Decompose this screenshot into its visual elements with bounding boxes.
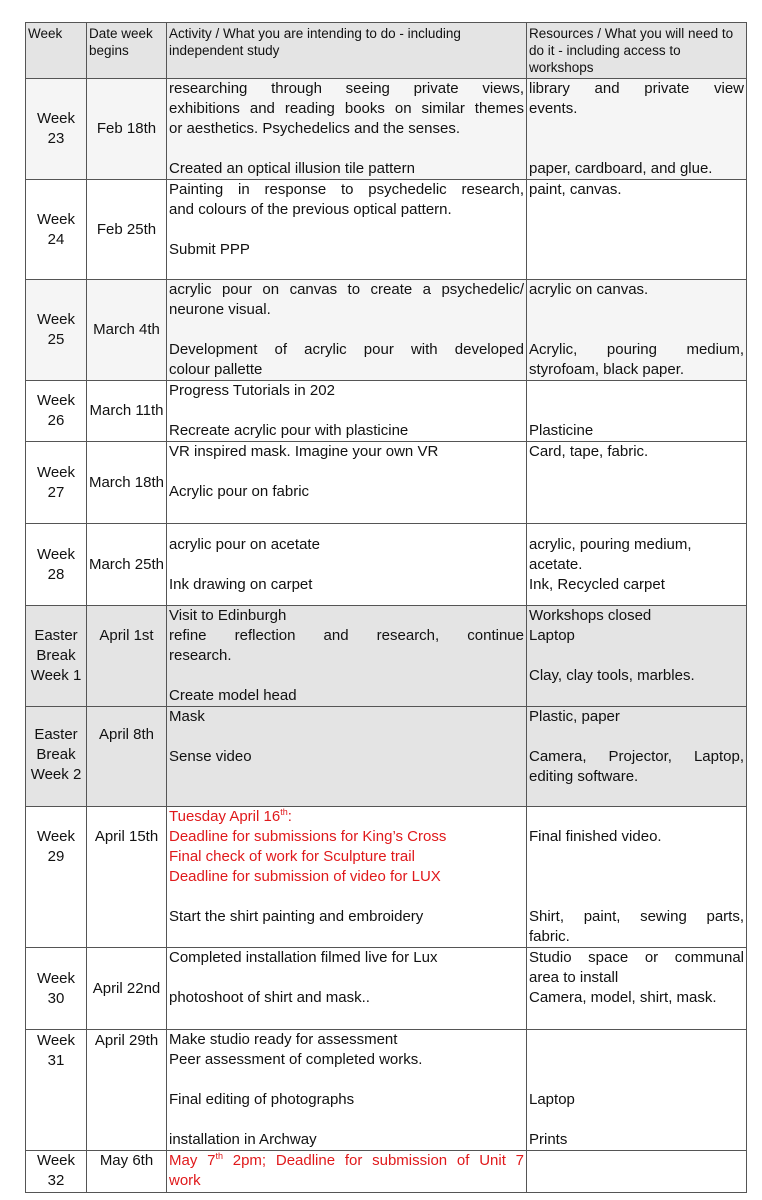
activity-line: Final editing of photographs: [169, 1091, 355, 1108]
spacer: [529, 807, 744, 827]
week-cell: Week 26: [26, 381, 87, 442]
spacer: [169, 968, 524, 988]
resource-line: Plastic, paper: [529, 708, 620, 725]
spacer: [529, 887, 744, 907]
activity-cell: [167, 280, 527, 381]
activity-line: Acrylic pour on fabric: [169, 483, 310, 500]
spacer: [169, 666, 524, 686]
resource-line: styrofoam, black paper.: [529, 361, 685, 378]
spacer: [169, 220, 524, 240]
spacer: [529, 401, 744, 421]
resource-line: acetate.: [529, 555, 583, 573]
resource-line: acrylic on canvas.: [529, 281, 649, 298]
resource-line: Workshops closed: [529, 607, 652, 624]
activity-cell: [167, 442, 527, 524]
table-row: [26, 807, 747, 948]
activity-line: research.: [169, 647, 232, 664]
header-date: Date week begins: [87, 23, 167, 79]
resource-line: Card, tape, fabric.: [529, 443, 649, 460]
spacer: [529, 1110, 744, 1130]
resource-line: paper, cardboard, and glue.: [529, 160, 713, 177]
week-cell: Week 30: [26, 948, 87, 1030]
deadline-line: work: [169, 1172, 201, 1189]
resources-cell: [527, 1151, 747, 1193]
activity-line: Submit PPP: [169, 241, 250, 258]
activity-line: Created an optical illusion tile pattern: [169, 160, 415, 177]
resources-cell: [527, 524, 747, 606]
spacer: [529, 646, 744, 666]
header-activity: Activity / What you are intending to do - including independent study: [167, 23, 527, 79]
deadline-line: May 7th 2pm; Deadline for submission of Unit 7: [169, 1151, 524, 1169]
table-row: [26, 280, 747, 381]
date-cell: May 6th: [87, 1151, 167, 1193]
activity-line: Completed installation filmed live for Lux: [169, 949, 438, 966]
date-cell: March 11th: [87, 381, 167, 442]
resource-line: Studio space or communal: [529, 949, 744, 966]
spacer: [529, 320, 744, 340]
resource-line: area to install: [529, 969, 619, 986]
resources-cell: [527, 381, 747, 442]
table-row: [26, 381, 747, 442]
activity-line: acrylic pour on canvas to create a psychedelic/: [169, 281, 524, 298]
activity-line: Development of acrylic pour with developed: [169, 341, 524, 358]
activity-line: Recreate acrylic pour with plasticine: [169, 422, 409, 439]
spacer: [169, 887, 524, 907]
spacer: [169, 401, 524, 421]
activity-line: researching through seeing private views,: [169, 80, 524, 97]
table-row: [26, 180, 747, 280]
spacer: [529, 1050, 744, 1070]
deadline-line: Final check of work for Sculpture trail: [169, 848, 415, 865]
activity-line: Progress Tutorials in 202: [169, 382, 335, 399]
activity-cell: [167, 1030, 527, 1151]
activity-line: Sense video: [169, 748, 252, 765]
deadline-line: Deadline for submissions for King’s Cross: [169, 828, 447, 845]
deadline-heading: Tuesday April 16th:: [169, 807, 292, 825]
activity-line: or aesthetics. Psychedelics and the senses.: [169, 120, 460, 137]
resource-line: Plasticine: [529, 422, 594, 439]
spacer: [529, 139, 744, 159]
table-row: [26, 524, 747, 606]
table-row: [26, 442, 747, 524]
date-cell: April 29th: [87, 1030, 167, 1151]
spacer: [169, 1070, 524, 1090]
header-week: Week: [26, 23, 87, 79]
spacer: [169, 555, 524, 575]
resources-cell: [527, 807, 747, 948]
table-row: [26, 707, 747, 807]
date-cell: Feb 25th: [87, 180, 167, 280]
spacer: [529, 1030, 744, 1050]
resource-line: events.: [529, 100, 578, 117]
activity-cell: [167, 948, 527, 1030]
activity-cell: [167, 807, 527, 948]
date-cell: Feb 18th: [87, 79, 167, 180]
resource-line: editing software.: [529, 768, 639, 785]
activity-line: neurone visual.: [169, 301, 271, 318]
spacer: [529, 381, 744, 401]
date-cell: April 1st: [87, 606, 167, 707]
resource-line: fabric.: [529, 928, 570, 945]
date-cell: April 15th: [87, 807, 167, 948]
spacer: [529, 727, 744, 747]
activity-line: Mask: [169, 708, 205, 725]
resource-line: Acrylic, pouring medium,: [529, 341, 744, 358]
table-row: [26, 948, 747, 1030]
header-resources: Resources / What you will need to do it - including access to workshops: [527, 23, 747, 79]
activity-line: Visit to Edinburgh: [169, 607, 287, 624]
spacer: [169, 320, 524, 340]
resource-line: Camera, Projector, Laptop,: [529, 748, 744, 765]
activity-line: colour pallette: [169, 361, 263, 378]
spacer: [169, 462, 524, 482]
spacer: [529, 847, 744, 867]
resources-cell: [527, 1030, 747, 1151]
week-cell: Week 32: [26, 1151, 87, 1193]
week-cell: Week 29: [26, 807, 87, 948]
spacer: [529, 867, 744, 887]
resource-line: Camera, model, shirt, mask.: [529, 989, 717, 1006]
resource-line: Final finished video.: [529, 828, 662, 845]
resources-cell: [527, 707, 747, 807]
activity-line: Create model head: [169, 687, 297, 704]
spacer: [529, 119, 744, 139]
resources-cell: [527, 180, 747, 280]
table-row: [26, 606, 747, 707]
resource-line: Shirt, paint, sewing parts,: [529, 908, 744, 925]
spacer: [529, 1070, 744, 1090]
date-cell: March 18th: [87, 442, 167, 524]
activity-line: installation in Archway: [169, 1131, 317, 1148]
resource-line: Ink, Recycled carpet: [529, 575, 665, 593]
resource-line: Clay, clay tools, marbles.: [529, 667, 695, 684]
activity-cell: [167, 707, 527, 807]
date-cell: March 25th: [87, 524, 167, 606]
spacer: [529, 300, 744, 320]
activity-cell: [167, 180, 527, 280]
resource-line: library and private view: [529, 80, 744, 97]
table-row: [26, 1030, 747, 1151]
schedule-table: [25, 22, 747, 1193]
week-cell: Easter Break Week 1: [26, 606, 87, 707]
activity-cell: [167, 606, 527, 707]
activity-line: Painting in response to psychedelic research,: [169, 181, 524, 198]
spacer: [169, 139, 524, 159]
week-cell: Easter Break Week 2: [26, 707, 87, 807]
activity-line: Make studio ready for assessment: [169, 1031, 398, 1048]
activity-line: photoshoot of shirt and mask..: [169, 989, 370, 1006]
week-cell: Week 25: [26, 280, 87, 381]
resources-cell: [527, 79, 747, 180]
week-cell: Week 27: [26, 442, 87, 524]
resource-line: Prints: [529, 1131, 568, 1148]
table-row: [26, 79, 747, 180]
header-row: [26, 23, 747, 79]
resources-cell: [527, 280, 747, 381]
activity-cell: [167, 381, 527, 442]
activity-line: acrylic pour on acetate: [169, 535, 320, 553]
activity-cell: [167, 1151, 527, 1193]
date-cell: April 8th: [87, 707, 167, 807]
activity-line: Start the shirt painting and embroidery: [169, 908, 424, 925]
week-cell: Week 23: [26, 79, 87, 180]
activity-cell: [167, 524, 527, 606]
activity-line: Peer assessment of completed works.: [169, 1051, 423, 1068]
table-row: [26, 1151, 747, 1193]
resource-line: paint, canvas.: [529, 181, 622, 198]
resources-cell: [527, 442, 747, 524]
resource-line: Laptop: [529, 627, 575, 644]
activity-line: and colours of the previous optical pattern.: [169, 201, 452, 218]
resource-line: Laptop: [529, 1091, 575, 1108]
spacer: [169, 1110, 524, 1130]
activity-line: Ink drawing on carpet: [169, 575, 313, 593]
week-cell: Week 31: [26, 1030, 87, 1151]
resources-cell: [527, 606, 747, 707]
activity-line: exhibitions and reading books on similar themes: [169, 100, 524, 117]
activity-cell: [167, 79, 527, 180]
deadline-line: Deadline for submission of video for LUX: [169, 868, 441, 885]
date-cell: April 22nd: [87, 948, 167, 1030]
activity-line: VR inspired mask. Imagine your own VR: [169, 443, 439, 460]
week-cell: Week 28: [26, 524, 87, 606]
resources-cell: [527, 948, 747, 1030]
spacer: [169, 727, 524, 747]
activity-line: refine reflection and research, continue: [169, 627, 524, 644]
date-cell: March 4th: [87, 280, 167, 381]
resource-line: acrylic, pouring medium,: [529, 535, 692, 553]
week-cell: Week 24: [26, 180, 87, 280]
